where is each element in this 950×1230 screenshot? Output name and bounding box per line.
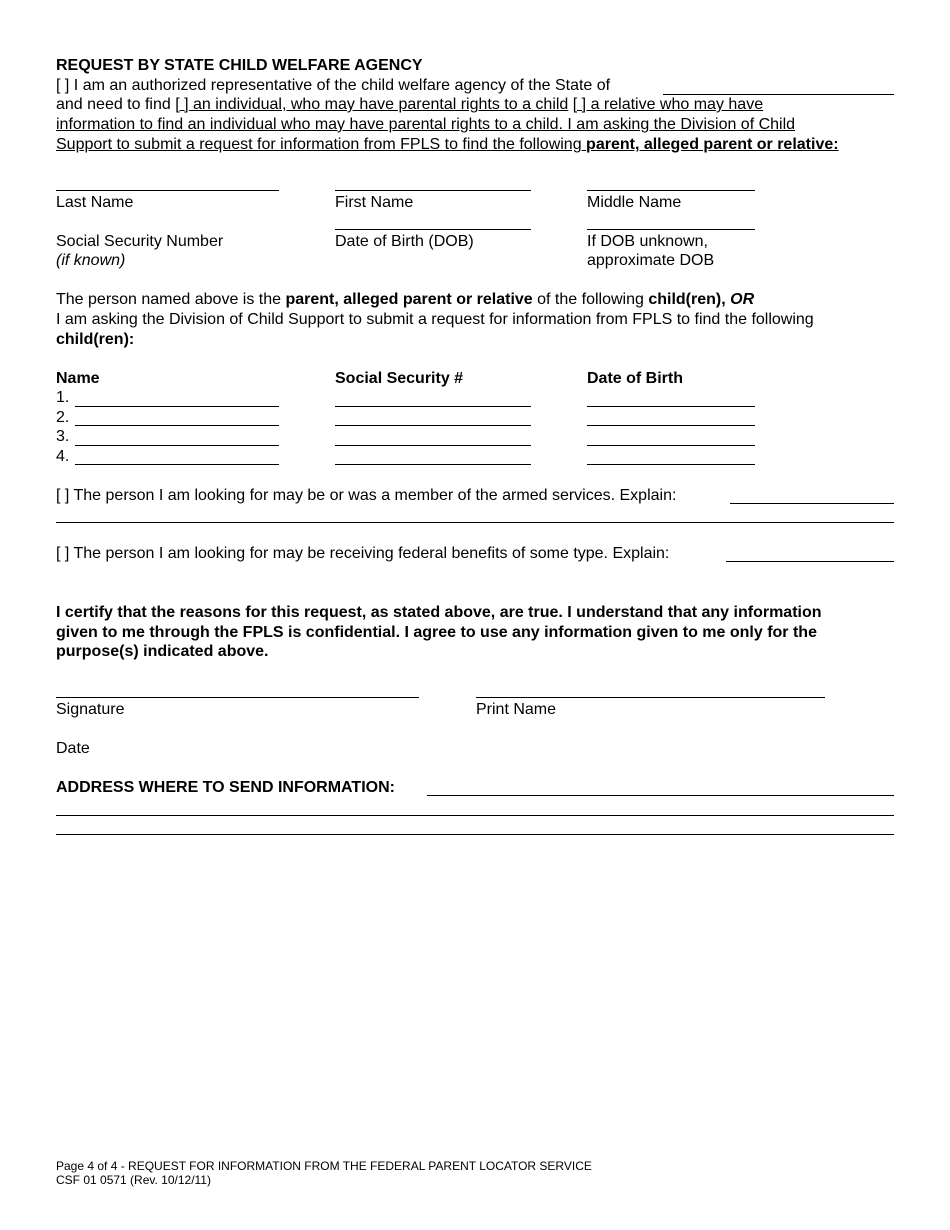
child-2-name-field[interactable] (75, 425, 279, 426)
signature-label: Signature (56, 701, 125, 718)
last-name-field[interactable] (56, 190, 279, 191)
armed-services-explain-field-2[interactable] (56, 522, 894, 523)
option-individual-checkbox[interactable]: [ ] an individual, who may have parental rights to a child (175, 96, 569, 113)
print-name-label: Print Name (476, 701, 557, 718)
child-3-name-field[interactable] (75, 445, 279, 446)
intro-line-2: and need to find [ ] an individual, who may have parental rights to a child [ ] a relative who may have (56, 96, 764, 113)
first-name-label: First Name (335, 194, 414, 211)
intro-line-4: Support to submit a request for information from FPLS to find the following parent, alleged parent or relative: (56, 136, 839, 153)
armed-services-checkbox[interactable]: [ ] (56, 487, 70, 504)
section-title: REQUEST BY STATE CHILD WELFARE AGENCY (56, 57, 423, 74)
child-1-ssn-field[interactable] (335, 406, 531, 407)
children-header-ssn: Social Security # (335, 370, 464, 387)
federal-benefits-explain-field[interactable] (726, 561, 894, 562)
federal-benefits-row: [ ] The person I am looking for may be receiving federal benefits of some type. Explain: (56, 545, 670, 562)
ssn-label: Social Security Number (56, 233, 224, 250)
child-2-dob-field[interactable] (587, 425, 755, 426)
dob-unknown-label-1: If DOB unknown, (587, 233, 708, 250)
footer-page-info: Page 4 of 4 - REQUEST FOR INFORMATION FROM THE FEDERAL PARENT LOCATOR SERVICE (56, 1159, 592, 1173)
address-label: ADDRESS WHERE TO SEND INFORMATION: (56, 779, 395, 796)
dob-label: Date of Birth (DOB) (335, 233, 474, 250)
child-4-ssn-field[interactable] (335, 464, 531, 465)
children-intro-line-2: I am asking the Division of Child Support to submit a request for information from FPLS to find the following (56, 311, 814, 328)
child-1-dob-field[interactable] (587, 406, 755, 407)
children-intro-line-1: The person named above is the parent, alleged parent or relative of the following child(ren), OR (56, 291, 755, 308)
children-header-name: Name (56, 370, 100, 387)
footer-form-number: CSF 01 0571 (Rev. 10/12/11) (56, 1173, 211, 1187)
child-row-number: 3. (56, 428, 70, 445)
child-4-dob-field[interactable] (587, 464, 755, 465)
date-label: Date (56, 740, 90, 757)
dob-field[interactable] (335, 229, 531, 230)
armed-services-row: [ ] The person I am looking for may be or was a member of the armed services. Explain: (56, 487, 677, 504)
middle-name-label: Middle Name (587, 194, 682, 211)
child-3-ssn-field[interactable] (335, 445, 531, 446)
address-field-1[interactable] (427, 795, 894, 796)
children-intro-line-3: child(ren): (56, 331, 135, 348)
last-name-label: Last Name (56, 194, 134, 211)
child-2-ssn-field[interactable] (335, 425, 531, 426)
dob-unknown-label-2: approximate DOB (587, 252, 715, 269)
option-relative-checkbox[interactable]: [ ] a relative who may have (572, 96, 764, 113)
child-row-number: 1. (56, 389, 70, 406)
approx-dob-field[interactable] (587, 229, 755, 230)
child-1-name-field[interactable] (75, 406, 279, 407)
children-header-dob: Date of Birth (587, 370, 683, 387)
certification-line-3: purpose(s) indicated above. (56, 643, 269, 660)
address-field-2[interactable] (56, 815, 894, 816)
child-3-dob-field[interactable] (587, 445, 755, 446)
ssn-note: (if known) (56, 252, 126, 269)
first-name-field[interactable] (335, 190, 531, 191)
print-name-field[interactable] (476, 697, 825, 698)
signature-field[interactable] (56, 697, 419, 698)
child-4-name-field[interactable] (75, 464, 279, 465)
child-row-number: 2. (56, 409, 70, 426)
agency-checkbox[interactable]: [ ] (56, 77, 70, 94)
child-row-number: 4. (56, 448, 70, 465)
intro-line-3: information to find an individual who may have parental rights to a child. I am asking the Division of Child (56, 116, 796, 133)
address-field-3[interactable] (56, 834, 894, 835)
armed-services-explain-field[interactable] (730, 503, 894, 504)
certification-line-2: given to me through the FPLS is confidential. I agree to use any information given to me only for the (56, 624, 817, 641)
middle-name-field[interactable] (587, 190, 755, 191)
intro-line-1: [ ] I am an authorized representative of the child welfare agency of the State of (56, 77, 611, 94)
certification-line-1: I certify that the reasons for this request, as stated above, are true. I understand that any information (56, 604, 822, 621)
federal-benefits-checkbox[interactable]: [ ] (56, 545, 70, 562)
